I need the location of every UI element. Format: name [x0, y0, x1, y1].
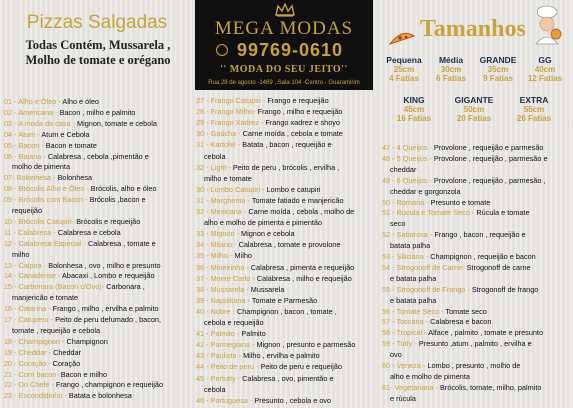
menu-item — [4, 152, 192, 161]
menu-item-description: Calabresa , cebola ,pimentão e — [47, 151, 149, 161]
menu-item — [382, 372, 573, 381]
menu-item-number: 44 - Peito de peru - — [196, 362, 259, 372]
menu-item — [382, 198, 572, 207]
menu-item-number: 56 - Tomate Seco - — [382, 306, 444, 316]
menu-item-description: Bolonhesa — [57, 173, 93, 183]
menu-item-description: Provolone , requeijão e parmesão — [433, 143, 544, 152]
menu-item-description: Bacon e milho — [60, 369, 108, 379]
menu-item — [4, 370, 192, 379]
menu-item-description: cebola e requeijão — [204, 318, 264, 327]
menu-item-number: 31 - Kartofel - — [196, 140, 241, 150]
menu-item — [4, 217, 192, 226]
menu-item-number: 48 - 5 Queijos - — [382, 153, 432, 163]
menu-item — [382, 165, 573, 174]
menu-item-number: 54 - Strogonoff de Carne- — [382, 262, 465, 272]
menu-item — [4, 206, 200, 215]
menu-item-description: alho e molho de pimenta — [390, 371, 470, 381]
menu-item-description: Rúcula e tomate — [476, 208, 530, 218]
menu-item-description: Calabresa , milho e requeijão — [256, 273, 352, 283]
menu-item-number: 01 - Alho e Óleo - — [4, 97, 61, 106]
menu-item-description: e batata palha — [390, 295, 437, 305]
menu-item-number: 32 - Light - — [196, 162, 231, 172]
menu-item — [382, 176, 572, 185]
menu-item — [4, 141, 192, 150]
menu-item — [4, 130, 192, 139]
menu-item-description: Strogonoff de carne — [466, 262, 531, 272]
menu-item-number: 23 - Escondidinho - — [4, 391, 67, 401]
menu-item-number: 52 - Saborosa - — [382, 230, 433, 240]
menu-item-description: Presunto , cebola e ovo — [254, 395, 332, 405]
size-name: Média — [438, 55, 464, 65]
menu-item-number: 31 - Margherita - — [196, 195, 250, 205]
menu-item-number: 08 - Brócolis Alho e Óleo - — [4, 184, 89, 194]
menu-item-description: Calabresa , tomate e provolone — [238, 240, 341, 250]
menu-item-number: 02 - Americana - — [4, 107, 58, 117]
menu-item-description: cheddar — [390, 164, 417, 174]
menu-item-number: 36 - Mineirinho - — [196, 262, 249, 272]
menu-item — [4, 293, 200, 302]
menu-item-number: 29 - Frango Xadrez - — [196, 118, 264, 128]
menu-item — [196, 185, 374, 194]
menu-item — [196, 307, 374, 316]
menu-item-description: Bacon , milho e palmito — [59, 107, 136, 117]
menu-item-description: Provolone , requeijão , parmesão , — [433, 175, 546, 185]
size-name: GG — [538, 55, 552, 65]
menu-item — [382, 361, 572, 370]
menu-item-number: 32 - Mexicana - — [196, 207, 247, 216]
size-option — [506, 96, 562, 123]
menu-item-description: cheddar e gorgonzola — [390, 186, 461, 196]
menu-item-description: Mignon, tomate e cebola — [77, 118, 157, 128]
menu-item — [4, 380, 192, 389]
menu-item — [382, 296, 573, 305]
menu-item-number: 06 - Baiana - — [4, 151, 46, 161]
size-option — [446, 96, 502, 123]
menu-item-description: Alface , palmito , tomate e presunto — [428, 328, 544, 338]
menu-item-number: 28 - Frango Milho- — [196, 107, 256, 117]
menu-item-description: Presunto ,atum , palmito , ervilha e — [418, 339, 532, 349]
menu-item-number: 57 - Toscana - — [382, 317, 429, 327]
menu-item — [4, 304, 192, 313]
menu-item-description: Brócolis, alho e óleo — [90, 184, 157, 194]
menu-item — [4, 108, 192, 117]
menu-item-number: 14 - Canadense - — [4, 271, 61, 281]
menu-item-number: 17 - Catuperu - — [4, 315, 54, 324]
menu-item — [196, 274, 374, 283]
menu-item — [382, 394, 573, 403]
menu-item — [382, 383, 572, 392]
size-diameter: 30cm — [440, 65, 462, 74]
menu-item-number: 13 - Caipira - — [4, 260, 47, 270]
menu-item-number: 61- Vegetariana - — [382, 382, 438, 392]
menu-item — [4, 184, 192, 193]
brand-address: Rua 28 de agosto -1469 , Sala 104 -Centro - Guaramirim — [208, 80, 360, 86]
menu-item-number: 19 - Cheddar - — [4, 347, 52, 357]
menu-item-description: Champignon , requeijão e bacon — [430, 252, 536, 261]
menu-item-description: Peito de peru , brócolis , ervilha , — [232, 162, 340, 172]
menu-item-number: 34 - Milano - — [196, 240, 237, 250]
size-slices: 4 Fatias — [389, 74, 419, 83]
menu-item — [4, 119, 192, 128]
menu-item-description: Carne moída , cebola e tomate — [242, 129, 343, 139]
menu-item — [196, 329, 374, 338]
menu-item — [196, 240, 374, 249]
menu-item-description: Frango , milho e requeijão — [257, 107, 343, 117]
left-subtitle — [6, 38, 190, 68]
brand-name: MEGA MODAS — [214, 18, 354, 39]
menu-item-description: Frango , champignon e requeijão — [55, 380, 164, 390]
menu-item-number: 53 - Siliciana - — [382, 252, 429, 261]
menu-item-number: 33 - Mignon - — [196, 229, 239, 239]
menu-item-description: Cheddar — [53, 347, 82, 357]
brand-motto: '' MODA DO SEU JEITO'' — [220, 64, 348, 75]
menu-item-number: 30 - Lombo Catupiri - — [196, 184, 265, 194]
menu-item-description: Bolonhesa , ovo , milho e presunto — [48, 260, 161, 270]
size-name: GIGANTE — [454, 95, 494, 105]
menu-item — [4, 326, 200, 335]
menu-item-description: Tomate seco — [445, 306, 487, 316]
menu-item-description: tomate , requeijão e cebola — [12, 325, 101, 335]
size-slices: 20 Fatias — [456, 114, 492, 123]
menu-item-description: Champignon — [66, 336, 108, 346]
tamanhos-title: Tamanhos — [420, 16, 526, 42]
menu-item — [196, 318, 382, 327]
size-diameter: 55cm — [523, 105, 545, 114]
size-slices: 26 Fatias — [516, 114, 552, 123]
size-option — [475, 56, 521, 83]
menu-item — [382, 350, 573, 359]
menu-item — [196, 263, 374, 272]
menu-item — [382, 328, 572, 337]
menu-item-description: requeijão — [12, 206, 43, 215]
pizza-slice-icon — [388, 30, 416, 46]
menu-item — [196, 340, 374, 349]
menu-item-description: Batata , bacon , requeijão e — [242, 140, 332, 150]
menu-item — [382, 187, 573, 196]
menu-item-description: Frango e requeijão — [267, 96, 329, 105]
menu-item — [196, 229, 374, 238]
menu-item-description: Calabresa , tomate e — [87, 238, 156, 248]
menu-item-number: 07- Bolonhesa - — [4, 173, 56, 183]
menu-item-description: Provolone , requeijão , parmesão e — [433, 153, 548, 163]
menu-item-number: 30 - Gaúcha - — [196, 129, 241, 139]
menu-item — [382, 339, 572, 348]
size-option — [386, 96, 442, 123]
pizzas-salgadas-title: Pizzas Salgadas — [26, 12, 168, 33]
menu-item-description: Peito de peru defumado , bacon, — [55, 315, 161, 324]
menu-item — [196, 296, 374, 305]
menu-item — [382, 219, 573, 228]
menu-item-description: Coração — [52, 358, 81, 368]
menu-item-number: 11 - Calabresa - — [4, 227, 56, 237]
menu-item — [196, 396, 374, 405]
menu-item-number: 46 - Portuguesa - — [196, 395, 253, 405]
menu-item — [196, 118, 374, 127]
menu-item-description: Mignon e cebola — [241, 229, 295, 239]
menu-item — [196, 251, 374, 260]
menu-item-number: 04 - Atum - — [4, 129, 40, 139]
menu-item — [4, 228, 192, 237]
menu-item-number: 50 - Romana - — [382, 197, 429, 207]
menu-item — [196, 218, 382, 227]
menu-item-description: Tomate e Parmesão — [251, 295, 318, 305]
menu-item-description: Mignon , presunto e parmesão — [256, 340, 356, 350]
menu-item-number: 21 - Corn bacon- — [4, 369, 59, 379]
menu-item-description: Batata e bolonhesa — [68, 391, 132, 401]
menu-item-description: Alho e óleo — [62, 97, 99, 106]
menu-item-number: 09 - Brócolis com Bacon - — [4, 195, 88, 205]
menu-item — [196, 163, 374, 172]
subtitle-line-2: Molho de tomate e orégano — [25, 53, 171, 67]
menu-item — [196, 351, 374, 360]
menu-item — [196, 285, 374, 294]
brand-phone: 99769-0610 — [236, 40, 344, 60]
size-diameter: 40cm — [534, 65, 556, 74]
menu-item-description: Palmito — [241, 329, 266, 339]
menu-item-description: Frango , milho , ervilha e palmito — [52, 304, 159, 314]
menu-item — [4, 391, 192, 400]
menu-item — [4, 97, 192, 106]
menu-item — [382, 274, 573, 283]
menu-item — [4, 271, 192, 280]
menu-item-number: 35 - Milho - — [196, 251, 233, 261]
menu-item — [196, 129, 374, 138]
menu-item-number: 12 - Calabresa Especial - — [4, 238, 86, 248]
menu-item — [196, 374, 374, 383]
menu-item — [382, 230, 572, 239]
menu-item-number: 42 - Parmegiana - — [196, 340, 255, 350]
menu-item — [4, 162, 200, 171]
menu-item-number: 41 - Palmito - — [196, 329, 240, 339]
menu-item-number: 58 - Tropical - — [382, 328, 427, 338]
menu-item — [382, 263, 572, 272]
menu-item-number: 47 - 4 Queijos - — [382, 143, 432, 152]
menu-item-description: Milho — [234, 251, 252, 261]
menu-item-description: milho — [12, 249, 30, 259]
subtitle-line-1: Todas Contém, Mussarela , — [25, 38, 171, 52]
menu-item-description: molho de pimenta — [12, 162, 71, 172]
menu-item-number: 39 - Napolitana - — [196, 295, 250, 305]
menu-item-number: 55 - Strogonoff de Frango - — [382, 284, 470, 294]
size-option — [522, 56, 568, 83]
size-slices: 9 Fatias — [483, 74, 513, 83]
size-name: EXTRA — [519, 95, 549, 105]
menu-item-description: Lombo e catupiri — [266, 184, 321, 194]
size-option — [381, 56, 427, 83]
menu-item — [196, 96, 374, 105]
menu-item-number: 27 - Frango Catupiri - — [196, 96, 266, 105]
menu-item — [4, 195, 192, 204]
size-diameter: 25cm — [393, 65, 415, 74]
menu-item — [4, 261, 192, 270]
menu-item-number: 20 - Coração - — [4, 358, 51, 368]
menu-item-description: Abacaxi , Lombo e requeijão — [62, 271, 155, 281]
menu-item-description: Calabresa e cebola — [57, 227, 121, 237]
menu-item-description: e rúcula — [390, 393, 416, 403]
menu-item-description: e batata palha — [390, 273, 437, 283]
menu-item-description: Carbonara , — [106, 282, 145, 292]
size-name: KING — [403, 95, 425, 105]
menu-item-number: 03 - A moda da casa - — [4, 118, 75, 128]
menu-item — [382, 241, 573, 250]
size-diameter: 50cm — [463, 105, 485, 114]
size-slices: 12 Fatias — [527, 74, 563, 83]
chef-icon — [530, 4, 564, 46]
menu-item-number: 59 - Tutty - — [382, 339, 417, 349]
menu-item — [196, 152, 382, 161]
size-diameter: 45cm — [403, 105, 425, 114]
menu-item — [382, 285, 572, 294]
menu-item-description: Frango , bacon , requeijão e — [434, 230, 526, 240]
menu-item-number: 22 - Do Chefe - — [4, 380, 54, 390]
menu-item-number: 05 - Bacon - — [4, 140, 44, 150]
menu-item-description: cebola — [204, 384, 226, 394]
menu-item — [382, 208, 572, 217]
menu-item — [4, 359, 192, 368]
menu-item-description: Bacon e tomate — [45, 140, 97, 150]
menu-item-description: Tomate fatiado e manjericão — [251, 195, 344, 205]
menu-item-number: 15 - Carbonara (Bacon c/Ovo)- — [4, 282, 105, 292]
size-name: Pequena — [386, 55, 422, 65]
menu-item-description: manjericão e tomate — [12, 293, 79, 303]
menu-item-description: Calabresa , pimenta e requeijão — [250, 262, 355, 272]
menu-item — [196, 174, 382, 183]
menu-item-number: 38 - Mussarela - — [196, 284, 249, 294]
menu-item — [382, 307, 572, 316]
menu-item — [4, 282, 192, 291]
menu-item — [196, 196, 374, 205]
menu-item-description: Milho , ervilha e palmito — [243, 351, 320, 361]
menu-item — [382, 252, 572, 261]
menu-item-description: Presunto e tomate — [430, 197, 491, 207]
crown-icon — [275, 3, 295, 17]
menu-item-description: Peito de peru e requeijão — [260, 362, 343, 372]
menu-item-description: Lombo , presunto , molho de — [427, 361, 521, 370]
menu-item-number: 40 - Nobre - — [196, 306, 235, 316]
menu-item-description: Strogonoff de frango — [471, 284, 539, 294]
menu-item — [196, 207, 374, 216]
menu-item — [4, 315, 192, 324]
size-slices: 6 Fatias — [436, 74, 466, 83]
menu-item — [4, 348, 192, 357]
menu-item-number: 16 - Catarina - — [4, 304, 51, 314]
menu-item-description: Mussarela — [250, 284, 285, 294]
menu-item-description: ovo — [390, 350, 402, 360]
menu-item — [196, 385, 382, 394]
size-option — [428, 56, 474, 83]
menu-item-number: 45 - Pertutty - — [196, 373, 241, 383]
menu-item-description: Brócolis e requeijão — [76, 216, 141, 226]
menu-item-number: 37 - Monte Carlo - — [196, 273, 255, 283]
menu-item — [382, 143, 572, 152]
menu-item-description: Calabresa , ovo, pimentão e — [242, 373, 334, 383]
menu-item-description: Brócolis ,bacon e — [89, 195, 146, 205]
menu-item-description: Carne moída , cebola , molho de — [248, 207, 355, 216]
menu-item-description: Calabresa e bacon — [430, 317, 492, 327]
menu-item-description: cebola — [204, 151, 226, 161]
menu-item — [196, 140, 374, 149]
menu-item — [4, 173, 192, 182]
menu-item — [4, 239, 192, 248]
menu-item-description: milho e tomate — [204, 173, 252, 183]
size-name: GRANDE — [479, 55, 517, 65]
size-slices: 16 Fatias — [396, 114, 432, 123]
menu-item-description: Frango xadrez e shoyo — [265, 118, 340, 128]
menu-item-number: 60 - Veneza - — [382, 361, 426, 370]
menu-item-description: Atum e Cebola — [41, 129, 90, 139]
menu-item — [4, 250, 200, 259]
menu-item-description: Brócolis, tomate, milho, palmito — [440, 382, 542, 392]
menu-item-number: 43 - Paulista - — [196, 351, 242, 361]
menu-item-description: batata palha — [390, 241, 431, 251]
size-diameter: 35cm — [487, 65, 509, 74]
menu-item — [4, 337, 192, 346]
menu-item-number: 51 - Rúcula e Tomate Seco - — [382, 208, 475, 218]
menu-item-description: seco — [390, 219, 406, 229]
menu-item — [196, 107, 374, 116]
menu-item-number: 18 - Champignon - — [4, 336, 65, 346]
menu-item — [196, 362, 374, 371]
menu-item — [382, 317, 572, 326]
menu-item-number: 10 - Brócolis Catupiri- — [4, 216, 75, 226]
menu-item-description: Champignon , bacon , tomate , — [236, 306, 337, 316]
menu-item-description: alho e molho de pimenta e pimentão — [204, 218, 323, 228]
menu-item-number: 49 - 6 Queijos - — [382, 175, 432, 185]
menu-item — [382, 154, 572, 163]
